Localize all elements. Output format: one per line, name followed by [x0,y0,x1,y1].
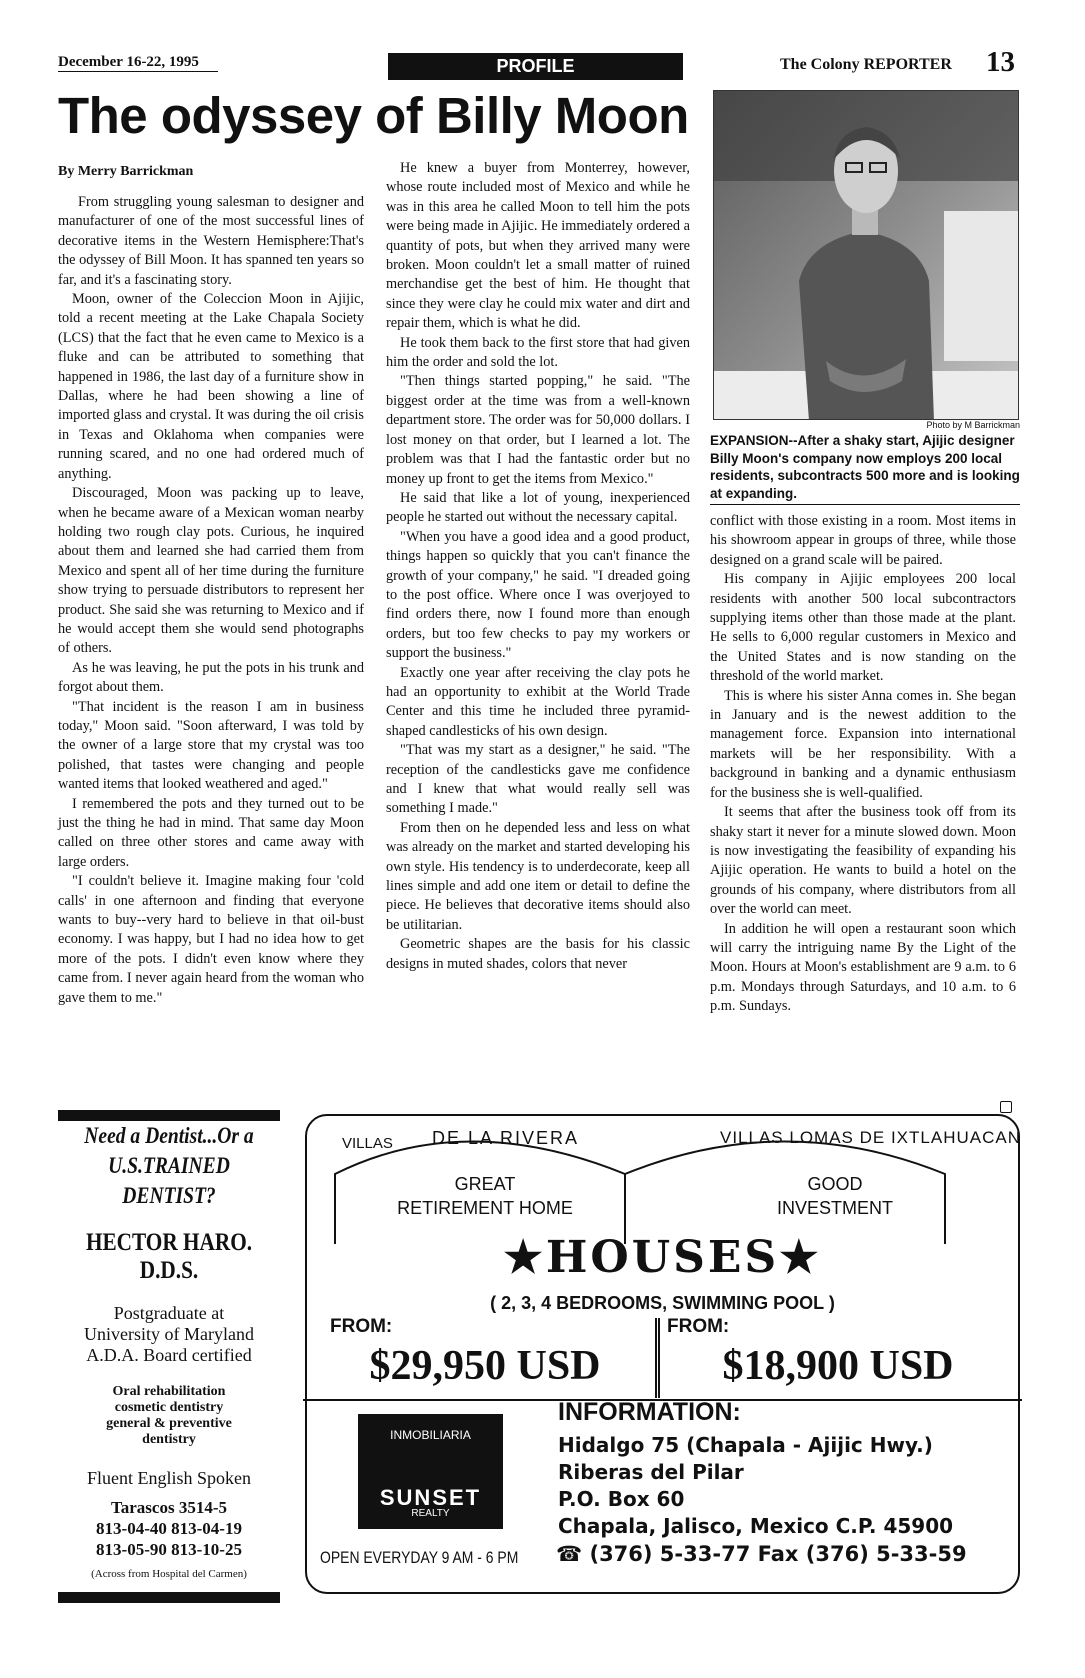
article-column-2 [386,159,690,974]
houses-headline: ★HOUSES★ [503,1232,822,1283]
paragraph: Geometric shapes are the basis for his classic designs in muted shades, colors that never [386,936,690,972]
paragraph: From then on he depended less and less on what was already on the market and started developing his own style. His tendency is to underdecorate, keep all lines simple and add one item or detail to define the piece. He believes that decorative items should also be utilitarian. [386,819,690,933]
sunset-realty-logo [358,1414,503,1529]
price-label-2: FROM: [667,1316,730,1337]
dentist-phones: 813-04-40 813-04-19 [96,1519,242,1538]
paragraph: Moon, owner of the Coleccion Moon in Ajijic, told a recent meeting at the Lake Chapala Society (LCS) that the fact that he even came to Mexico is a fluke and can be attributed to something that happened in 1986, the last day of a furniture show in Dallas, where he had been showing a line of imported glass and crystal. It was during the oil crisis in Texas and Oklahoma when companies were running scared, and no one had ordered much of anything. [58,291,364,482]
lomas-tag-2: INVESTMENT [776,1198,893,1218]
price-lomas: $18,900 USD [722,1343,954,1389]
article-column-3 [710,512,1016,1017]
section-banner: PROFILE [388,53,683,80]
paragraph: "Then things started popping," he said. "The biggest order at the time was from a well-known department store. The order was for 50,000 dollars. I lost money on that order, but I learned a lot. The problem was that I had the fantastic order but no money up front to get the items from Mexico." [386,373,690,487]
paragraph: From struggling young salesman to designer and manufacturer of one of the most successful lines of decorative items in the Western Hemisphere:That's the odyssey of Bill Moon. It has spanned ten years so far, and it's a fascinating story. [58,194,364,288]
price-villas: $29,950 USD [369,1343,601,1389]
article-headline: The odyssey of Billy Moon [58,87,689,144]
logo-name: SUNSET [379,1485,482,1510]
open-hours: OPEN EVERYDAY 9 AM - 6 PM [320,1548,519,1567]
villas-tag-2: RETIREMENT HOME [397,1198,573,1218]
ad-bottom-rule [58,1592,280,1603]
ad-tagline-1: Need a Dentist...Or a [84,1123,254,1148]
language-note: Fluent English Spoken [86,1468,251,1488]
dentist-ad [58,1121,280,1580]
paragraph: As he was leaving, he put the pots in his trunk and forgot about them. [58,659,364,696]
portrait-photo [713,90,1019,420]
article-byline: By Merry Barrickman [58,164,194,179]
logo-top-text: INMOBILIARIA [390,1428,471,1442]
lomas-name: VILLAS LOMAS DE IXTLAHUACAN [720,1128,1021,1147]
logo-sub: REALTY [411,1508,450,1519]
paragraph: Exactly one year after receiving the clay pots he had an opportunity to exhibit at the World Trade Center and this time he included three pyramid-shaped candlesticks of his own design. [386,664,690,739]
info-line: P.O. Box 60 [558,1487,685,1511]
paragraph: It seems that after the business took off from its shaky start it never for a minute slowed down. Moon is now investigating the feasibility of expanding his Ajijic operation. He wants to build a hotel on the grounds of his company, where distributors from all over the world can meet. [710,804,1016,918]
dentist-landmark: (Across from Hospital del Carmen) [91,1568,247,1580]
info-line: Riberas del Pilar [558,1460,744,1484]
ad-top-rule [58,1110,280,1121]
info-line: Hidalgo 75 (Chapala - Ajijic Hwy.) [558,1433,933,1457]
paragraph: His company in Ajijic employees 200 local residents with another 500 local subcontractors supplying items other than those made at the plant. He sells to 6,000 regular customers in Mexico and the United States and is now standing on the threshold of the world market. [710,571,1016,685]
credential: Postgraduate at [113,1303,225,1323]
photo-caption: EXPANSION--After a shaky start, Ajijic designer Billy Moon's company now employs 200 local residents, subcontracts 500 more and is looking at expanding. [710,432,1020,505]
issue-date: December 16-22, 1995 [58,54,218,72]
paragraph: Discouraged, Moon was packing up to leave, when he became aware of a Mexican woman nearby holding two rough clay pots. Curious, he inquired about them and learned she had carried them from Mexico and spent all of her time during the furniture show trying to persuade distributors to represent her product. She said she was returning to Mexico and if he would accept them she would send photographs of others. [58,485,364,657]
paragraph: In addition he will open a restaurant soon which will carry the intriguing name By the Light of the Moon. Hours at Moon's establishment are 9 a.m. to 6 p.m. Mondays through Saturdays, and 10 a.m. to 6 p.m. Sundays. [710,920,1016,1015]
paragraph: "I couldn't believe it. Imagine making four 'cold calls' in one afternoon and finding that everyone wants to buy--very hard to believe in that oil-bust economy. I was happy, but I had no idea how to get more of the pots. I didn't even know where they came from. I never again heard from the woman who gave them to me." [58,873,364,1006]
paragraph: conflict with those existing in a room. Most items in his showroom appear in groups of three, while those designed on a grand scale will be paired. [710,513,1016,568]
info-address [558,1432,953,1540]
paragraph: He said that like a lot of young, inexperienced people he started out without the necessary capital. [386,489,690,526]
dentist-address: Tarascos 3514-5 [110,1498,227,1517]
dentist-name: HECTOR HARO. D.D.S. [85,1229,253,1284]
dentist-phones: 813-05-90 813-10-25 [96,1540,242,1559]
credential: A.D.A. Board certified [86,1345,252,1365]
villas-tagline [385,1172,585,1220]
ad-tagline-2: U.S.TRAINED DENTIST? [108,1153,230,1208]
villas-tag-1: GREAT [454,1174,516,1194]
credential: University of Maryland [84,1324,254,1344]
price-label-1: FROM: [330,1316,393,1337]
portrait-image [714,91,1019,420]
ad-phone: ☎ (376) 5-33-77 Fax (376) 5-33-59 [556,1542,967,1566]
price-divider [655,1318,660,1398]
paragraph: He took them back to the first store that had given him the order and sold the lot. [386,334,690,371]
service: dentistry [142,1432,196,1447]
paragraph: I remembered the pots and they turned out to be just the thing he had in mind. That same day Moon called on three other stores and came away with large orders. [58,795,364,870]
paragraph: This is where his sister Anna comes in. She began in January and is the newest addition to the management force. Expansion into international markets will be her responsibility. With a background in banking and a dynamic enthusiasm for the business she is well-qualified. [710,687,1016,801]
paragraph: "That was my start as a designer," he said. "The reception of the candlesticks gave me confidence and I knew that what would really sell was something I made." [386,742,690,817]
lomas-tag-1: GOOD [807,1174,863,1194]
photo-credit: Photo by M Barrickman [926,420,1020,430]
bedrooms-line: ( 2, 3, 4 BEDROOMS, SWIMMING POOL ) [490,1293,835,1313]
paper-name: The Colony REPORTER [780,56,952,73]
paragraph: "That incident is the reason I am in business today," Moon said. "Soon afterward, I was told by the owner of a large store that my crystal was too polished, that tastes were changing and people wanted items that looked weathered and aged." [58,698,364,793]
page-number: 13 [986,46,1015,78]
service: general & preventive [106,1416,232,1431]
villas-prefix: VILLAS [342,1135,393,1152]
info-title: INFORMATION: [558,1398,741,1426]
paragraph: He knew a buyer from Monterrey, however, whose route included most of Mexico and while he was in this area he called Moon to tell him the pots were being made in Ajijic. He immediately ordered a quantity of pots, but when they arrived many were broken. Moon couldn't let a small matter of ruined merchandise get the best of him. He thought that since they were clay he could mix water and dirt and repair them, which is what he did. [386,160,690,332]
service: Oral rehabilitation [112,1384,226,1399]
villas-name: DE LA RIVERA [432,1128,580,1148]
article-column-1 [58,193,364,1008]
end-of-story-icon [1000,1101,1012,1113]
paragraph: "When you have a good idea and a good product, things happen so quickly that you can't finance the growth of your company," he said. "I dreaded going to the post office. Where once I was overjoyed to find orders there, now I found more than enough orders, but too few checks to pay my workers or support the business." [386,528,690,662]
lomas-tagline [750,1172,920,1220]
info-line: Chapala, Jalisco, Mexico C.P. 45900 [558,1514,954,1538]
service: cosmetic dentistry [114,1400,224,1415]
